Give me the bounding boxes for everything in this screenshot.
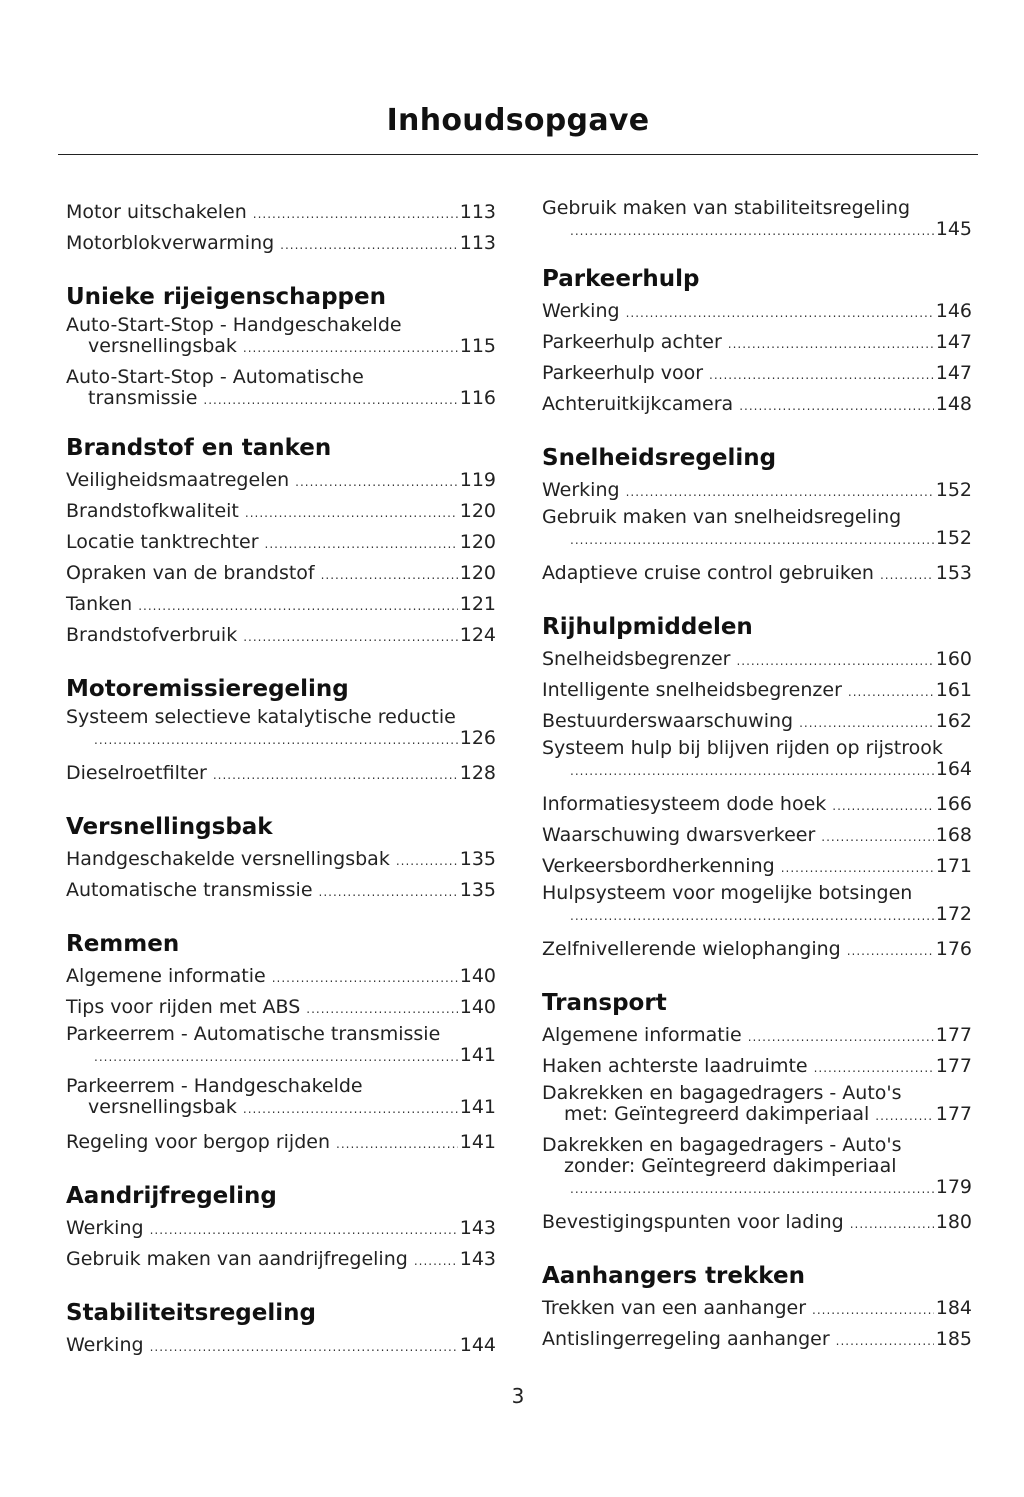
toc-entry-page: 176 (935, 938, 972, 960)
dot-leader (570, 530, 934, 551)
toc-entry-line (542, 1021, 972, 1052)
toc-entry[interactable] (542, 1325, 972, 1356)
toc-entry-label-line1: Parkeerrem - Handgeschakelde (66, 1075, 363, 1097)
toc-entry-line (66, 559, 496, 590)
toc-entry-label: Automatische transmissie (66, 879, 313, 901)
page-title: Inhoudsopgave (386, 103, 650, 138)
dot-leader (265, 530, 458, 559)
toc-entry-page: 184 (935, 1297, 972, 1319)
dot-leader (570, 221, 934, 242)
toc-entry-line (66, 962, 496, 993)
toc-entry[interactable] (66, 1214, 496, 1245)
dot-leader (295, 468, 458, 497)
toc-entry[interactable] (542, 328, 972, 359)
toc-entry-page: 141 (459, 1044, 496, 1066)
toc-entry-label: transmissie (88, 387, 198, 409)
toc-section (542, 1261, 972, 1356)
toc-entry-line (542, 328, 972, 359)
toc-entry-line (542, 1294, 972, 1325)
dot-leader (243, 1099, 458, 1120)
toc-entry[interactable] (542, 1208, 972, 1239)
toc-entry-line (66, 336, 496, 359)
toc-entry[interactable] (66, 497, 496, 528)
dot-leader (94, 730, 458, 751)
toc-entry-label: Werking (542, 300, 620, 322)
toc-entry[interactable] (66, 229, 496, 260)
section-heading[interactable]: Unieke rijeigenschappen (66, 284, 386, 310)
dot-leader (832, 792, 933, 821)
toc-entry-line (542, 390, 972, 421)
dot-leader (243, 623, 458, 652)
dot-leader (245, 499, 458, 528)
toc-entry[interactable] (66, 466, 496, 497)
toc-entry[interactable] (542, 507, 972, 551)
toc-entry-line (66, 621, 496, 652)
dot-leader (150, 1216, 458, 1245)
dot-leader (253, 200, 458, 229)
toc-entry-label: Werking (66, 1334, 144, 1356)
toc-entry[interactable] (542, 852, 972, 883)
dot-leader (709, 361, 934, 390)
toc-entry-label-line1: Systeem hulp bij blijven rijden op rijstrook (542, 737, 943, 759)
dot-leader (321, 561, 458, 590)
toc-entry-label: Werking (542, 479, 620, 501)
toc-entry-label: Locatie tanktrechter (66, 531, 259, 553)
toc-entry-label: Motor uitschakelen (66, 201, 247, 223)
dot-leader (243, 338, 458, 359)
dot-leader (150, 1333, 458, 1362)
toc-entry-label: Tanken (66, 593, 133, 615)
toc-entry-label-line2: zonder: Geïntegreerd dakimperiaal (564, 1155, 897, 1177)
toc-entry-page: 141 (459, 1131, 496, 1153)
section-heading[interactable]: Aanhangers trekken (542, 1263, 805, 1289)
toc-entry-page: 162 (935, 710, 972, 732)
toc-entry[interactable] (542, 359, 972, 390)
page-number: 3 (511, 1384, 525, 1408)
toc-entry-line (542, 707, 972, 738)
dot-leader (414, 1247, 458, 1276)
dot-leader (736, 647, 933, 676)
dot-leader (213, 761, 458, 790)
toc-entry[interactable] (542, 707, 972, 738)
toc-entry-line (542, 1052, 972, 1083)
section-heading[interactable]: Rijhulpmiddelen (542, 614, 753, 640)
toc-entry-line (542, 904, 972, 927)
toc-entry-label-line1: Systeem selectieve katalytische reductie (66, 706, 456, 728)
toc-entry-page: 120 (459, 500, 496, 522)
dot-leader (272, 964, 458, 993)
dot-leader (836, 1327, 934, 1356)
toc-entry[interactable] (542, 935, 972, 966)
toc-entry[interactable] (66, 876, 496, 907)
toc-entry[interactable] (66, 1024, 496, 1068)
toc-entry-page: 152 (935, 527, 972, 549)
toc-entry-line (542, 219, 972, 242)
toc-entry-page: 126 (459, 727, 496, 749)
toc-entry-page: 143 (459, 1248, 496, 1270)
toc-section (66, 1181, 496, 1276)
toc-entry[interactable] (542, 738, 972, 782)
toc-entry-label-line1: Parkeerrem - Automatische transmissie (66, 1023, 441, 1045)
toc-entry-page: 185 (935, 1328, 972, 1350)
toc-entry-line (66, 198, 496, 229)
toc-entry-page: 147 (935, 331, 972, 353)
toc-entry-line (542, 476, 972, 507)
toc-entry-page: 148 (935, 393, 972, 415)
toc-entry[interactable] (66, 1076, 496, 1120)
toc-entry-line (542, 935, 972, 966)
dot-leader (280, 231, 458, 260)
toc-entry-label: Snelheidsbegrenzer (542, 648, 731, 670)
toc-entry-line (66, 876, 496, 907)
dot-leader (570, 906, 934, 927)
toc-entry-line (66, 1097, 496, 1120)
toc-section (542, 988, 972, 1239)
toc-entry-label: Bevestigingspunten voor lading (542, 1211, 844, 1233)
toc-entry-label: Intelligente snelheidsbegrenzer (542, 679, 842, 701)
toc-entry[interactable] (66, 367, 496, 411)
toc-entry-label: Parkeerhulp achter (542, 331, 722, 353)
toc-entry-line (542, 790, 972, 821)
toc-section (542, 264, 972, 421)
toc-entry-line (542, 1325, 972, 1356)
toc-entry-line (66, 845, 496, 876)
toc-entry[interactable] (542, 297, 972, 328)
toc-entry-page: 141 (459, 1096, 496, 1118)
toc-entry-page: 135 (459, 879, 496, 901)
toc-entry-label: versnellingsbak (88, 335, 237, 357)
toc-entry-label: Dieselroetfilter (66, 762, 207, 784)
toc-entry-label: Adaptieve cruise control gebruiken (542, 562, 874, 584)
toc-entry-page: 177 (935, 1055, 972, 1077)
toc-entry-line (66, 497, 496, 528)
toc-entry-page: 146 (935, 300, 972, 322)
toc-entry-label-line1: Dakrekken en bagagedragers - Auto's (542, 1134, 902, 1156)
toc-entry-page: 135 (459, 848, 496, 870)
toc-entry[interactable] (66, 590, 496, 621)
toc-entry-line (542, 1104, 972, 1127)
toc-section (66, 929, 496, 1159)
dot-leader (739, 392, 934, 421)
toc-entry-label-line1: Auto-Start-Stop - Handgeschakelde (66, 314, 402, 336)
toc-section (542, 612, 972, 966)
toc-entry[interactable] (66, 845, 496, 876)
toc-entry[interactable] (542, 1021, 972, 1052)
toc-entry-label: Verkeersbordherkenning (542, 855, 775, 877)
toc-entry-page: 113 (459, 201, 496, 223)
toc-entry[interactable] (542, 476, 972, 507)
toc-entry-label: Achteruitkijkcamera (542, 393, 734, 415)
toc-entry-page: 147 (935, 362, 972, 384)
toc-entry[interactable] (66, 759, 496, 790)
dot-leader (336, 1130, 458, 1159)
toc-entry-page: 180 (935, 1211, 972, 1233)
toc-entry-line (542, 821, 972, 852)
toc-entry[interactable] (66, 1128, 496, 1159)
toc-entry-label: Regeling voor bergop rijden (66, 1131, 331, 1153)
toc-entry-line (542, 1208, 972, 1239)
dot-leader (799, 709, 934, 738)
toc-entry[interactable] (542, 198, 972, 242)
toc-entry-label: Waarschuwing dwarsverkeer (542, 824, 816, 846)
section-heading[interactable]: Aandrijfregeling (66, 1183, 277, 1209)
dot-leader (847, 937, 934, 966)
toc-section (66, 674, 496, 790)
dot-leader (626, 478, 934, 507)
toc-entry[interactable] (542, 645, 972, 676)
dot-leader (728, 330, 934, 359)
toc-entry-line (66, 1214, 496, 1245)
dot-leader (821, 823, 933, 852)
section-heading[interactable]: Parkeerhulp (542, 266, 700, 292)
toc-entry-line (542, 359, 972, 390)
toc-entry-label: Opraken van de brandstof (66, 562, 315, 584)
section-heading[interactable]: Brandstof en tanken (66, 435, 332, 461)
toc-entry-label: Bestuurderswaarschuwing (542, 710, 794, 732)
dot-leader (781, 854, 934, 883)
toc-entry-page: 120 (459, 531, 496, 553)
toc-entry-page: 120 (459, 562, 496, 584)
toc-entry[interactable] (66, 559, 496, 590)
toc-section (66, 1298, 496, 1362)
toc-entry-page: 152 (935, 479, 972, 501)
toc-section (66, 282, 496, 411)
section-heading[interactable]: Motoremissieregeling (66, 676, 349, 702)
section-heading[interactable]: Stabiliteitsregeling (66, 1300, 316, 1326)
toc-entry-line (66, 1331, 496, 1362)
toc-entry-label: Zelfnivellerende wielophanging (542, 938, 841, 960)
dot-leader (848, 678, 934, 707)
toc-entry-label: Brandstofverbruik (66, 624, 238, 646)
toc-entry[interactable] (542, 390, 972, 421)
toc-entry-line (542, 759, 972, 782)
dot-leader (306, 995, 457, 1024)
toc-entry[interactable] (542, 1083, 972, 1127)
title-divider (58, 154, 978, 155)
toc-entry-page: 143 (459, 1217, 496, 1239)
toc-entry-line (66, 528, 496, 559)
dot-leader (319, 878, 458, 907)
toc-entry-page: 179 (935, 1176, 972, 1198)
toc-entry-line (66, 993, 496, 1024)
toc-entry-page: 171 (935, 855, 972, 877)
toc-entry-line (542, 676, 972, 707)
toc-top-entries (542, 198, 972, 242)
toc-entry-label: Algemene informatie (542, 1024, 742, 1046)
dot-leader (570, 1179, 934, 1200)
toc-entry-page: 124 (459, 624, 496, 646)
toc-entry-page: 140 (459, 996, 496, 1018)
toc-entry-label: Informatiesysteem dode hoek (542, 793, 827, 815)
toc-entry-label: Gebruik maken van aandrijfregeling (66, 1248, 408, 1270)
toc-section (66, 812, 496, 907)
toc-left-column (66, 198, 496, 1384)
toc-entry-label: Trekken van een aanhanger (542, 1297, 807, 1319)
toc-entry-line (66, 759, 496, 790)
toc-entry-line (542, 297, 972, 328)
dot-leader (138, 592, 458, 621)
toc-entry[interactable] (542, 1294, 972, 1325)
dot-leader (748, 1023, 934, 1052)
section-heading[interactable]: Versnellingsbak (66, 814, 273, 840)
toc-entry-page: 119 (459, 469, 496, 491)
toc-entry-page: 161 (935, 679, 972, 701)
toc-right-column (542, 198, 972, 1378)
toc-entry-line (66, 1245, 496, 1276)
toc-entry-line (542, 1177, 972, 1200)
dot-leader (570, 761, 934, 782)
toc-entry[interactable] (542, 1052, 972, 1083)
toc-entry-label: versnellingsbak (88, 1096, 237, 1118)
toc-entry[interactable] (542, 883, 972, 927)
dot-leader (875, 1106, 933, 1127)
toc-entry-label: Handgeschakelde versnellingsbak (66, 848, 390, 870)
toc-entry-page: 144 (459, 1334, 496, 1356)
toc-entry[interactable] (542, 1135, 972, 1200)
toc-entry-label: Haken achterste laadruimte (542, 1055, 808, 1077)
section-heading[interactable]: Remmen (66, 931, 180, 957)
toc-entry-line (66, 466, 496, 497)
toc-entry-page: 166 (935, 793, 972, 815)
toc-entry-line (542, 528, 972, 551)
toc-entry-page: 115 (459, 335, 496, 357)
dot-leader (880, 561, 934, 590)
dot-leader (814, 1054, 934, 1083)
toc-entry-page: 153 (935, 562, 972, 584)
toc-entry-line (66, 590, 496, 621)
toc-entry-line (66, 1128, 496, 1159)
toc-entry-label: Werking (66, 1217, 144, 1239)
toc-entry-page: 116 (459, 387, 496, 409)
toc-entry[interactable] (66, 528, 496, 559)
toc-entry-label: Veiligheidsmaatregelen (66, 469, 290, 491)
toc-entry-page: 128 (459, 762, 496, 784)
toc-section (542, 443, 972, 590)
toc-entry[interactable] (66, 707, 496, 751)
toc-entry-page: 168 (935, 824, 972, 846)
toc-entry-label: Motorblokverwarming (66, 232, 275, 254)
toc-entry-label: met: Geïntegreerd dakimperiaal (564, 1103, 870, 1125)
toc-entry-line (66, 229, 496, 260)
toc-entry[interactable] (66, 1245, 496, 1276)
toc-entry-label: Tips voor rijden met ABS (66, 996, 301, 1018)
toc-entry-line (66, 388, 496, 411)
toc-entry-line (542, 852, 972, 883)
toc-entry-line (66, 728, 496, 751)
dot-leader (626, 299, 934, 328)
toc-entry-page: 121 (459, 593, 496, 615)
toc-entry[interactable] (542, 821, 972, 852)
dot-leader (812, 1296, 934, 1325)
toc-entry-page: 145 (935, 218, 972, 240)
toc-entry-line (66, 1045, 496, 1068)
toc-entry[interactable] (542, 790, 972, 821)
dot-leader (203, 390, 457, 411)
toc-entry-label-line1: Dakrekken en bagagedragers - Auto's (542, 1082, 902, 1104)
section-heading[interactable]: Snelheidsregeling (542, 445, 777, 471)
toc-entry[interactable] (66, 315, 496, 359)
toc-entry-line (542, 645, 972, 676)
toc-entry[interactable] (66, 198, 496, 229)
toc-entry-label: Brandstofkwaliteit (66, 500, 239, 522)
toc-entry-label-line1: Auto-Start-Stop - Automatische (66, 366, 364, 388)
toc-entry-label-line1: Gebruik maken van snelheidsregeling (542, 506, 902, 528)
dot-leader (850, 1210, 934, 1239)
section-heading[interactable]: Transport (542, 990, 667, 1016)
toc-entry-page: 160 (935, 648, 972, 670)
toc-entry-page: 113 (459, 232, 496, 254)
toc-entry-label: Antislingerregeling aanhanger (542, 1328, 830, 1350)
toc-entry[interactable] (542, 559, 972, 590)
toc-entry-page: 164 (935, 758, 972, 780)
toc-entry-page: 177 (935, 1024, 972, 1046)
toc-entry-label-line1: Gebruik maken van stabiliteitsregeling (542, 197, 911, 219)
toc-entry-page: 177 (935, 1103, 972, 1125)
toc-entry[interactable] (542, 676, 972, 707)
toc-entry[interactable] (66, 993, 496, 1024)
toc-entry-line (542, 559, 972, 590)
toc-entry-page: 140 (459, 965, 496, 987)
toc-entry-page: 172 (935, 903, 972, 925)
toc-entry[interactable] (66, 1331, 496, 1362)
toc-entry[interactable] (66, 962, 496, 993)
toc-section (66, 433, 496, 652)
dot-leader (396, 847, 458, 876)
dot-leader (94, 1047, 458, 1068)
toc-top-entries (66, 198, 496, 260)
toc-entry[interactable] (66, 621, 496, 652)
toc-entry-label: Algemene informatie (66, 965, 266, 987)
toc-entry-label: Parkeerhulp voor (542, 362, 704, 384)
toc-entry-label-line1: Hulpsysteem voor mogelijke botsingen (542, 882, 913, 904)
